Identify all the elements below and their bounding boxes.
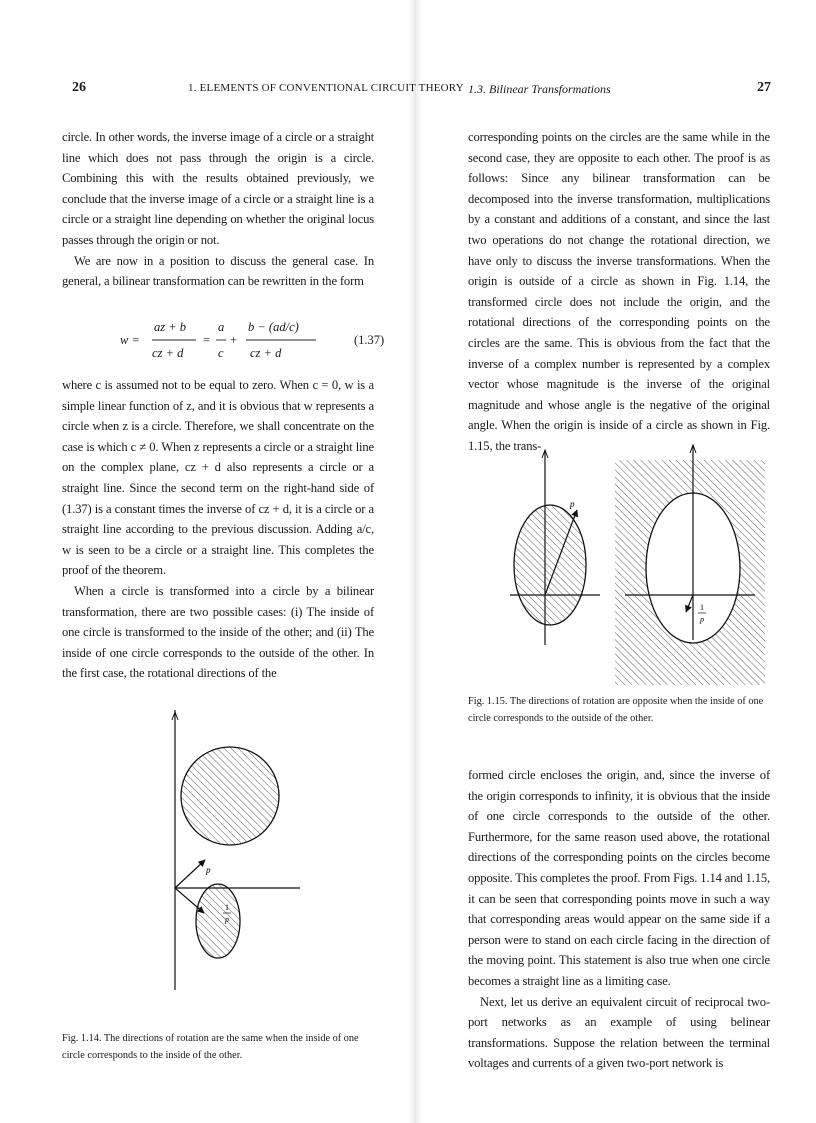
eq-den3: cz + d — [250, 346, 282, 360]
left-paragraph-3: where c is assumed not to be equal to zero. When c = 0, w is a simple linear function of z, and it is obvious that w represents a circle when z is a circle. Therefore, we shall concentrate on the case is which c ≠ 0. When z represents a circle or a straight line on the complex plane, cz + d also represents a circle or a straight line. Since the second term on the right-hand side of (1.37) is a constant times the inverse of cz + d, it is a circle or a straight line according to the previous discussion. Adding a/c, w is seen to be a circle or a straight line. This completes the proof of the theorem. — [62, 378, 374, 578]
fig14-label-p: p — [206, 865, 211, 875]
fig15-label-inv-den: p — [700, 615, 704, 624]
left-paragraph-2: We are now in a position to discuss the general case. In general, a bilinear transformation can be rewritten in the form — [62, 253, 374, 289]
fig14-label-inv-num: 1 — [225, 903, 229, 912]
left-text-block-1 — [62, 127, 374, 292]
fig15-circle-original — [514, 505, 586, 625]
left-paragraph-1: circle. In other words, the inverse image of a circle or a straight line which does not pass through the origin is a circle. Combining this with the results obtained previously, we conclude that the inverse image of a circle or a straight line is a circle or a straight line depending on whether the original locus passes through the origin or not. — [62, 130, 374, 247]
eq-den1: cz + d — [152, 346, 184, 360]
right-paragraph-2: formed circle encloses the origin, and, since the inverse of the origin corresponds to infinity, it is obvious that the inside of one circle corresponds to the outside of the other. Furthermore, for the same reason used above, the rotational directions of the corresponding points on the circles become opposite. This completes the proof. From Figs. 1.14 and 1.15, it can be seen that corresponding points move in such a way that corresponding areas would appear on the same side if a person were to stand on each circle facing in the direction of the moving point. This statement is also true when one circle becomes a straight line as a limiting case. — [468, 768, 770, 988]
fig14-caption: Fig. 1.14. The directions of rotation are the same when the inside of one circle corresponds to the inside of the other. — [62, 1033, 359, 1061]
fig14-vector-p — [175, 860, 205, 888]
left-page-number: 26 — [72, 80, 86, 95]
eq-lhs: w = — [120, 333, 140, 347]
left-paragraph-4: When a circle is transformed into a circle by a bilinear transformation, there are two possible cases: (i) The inside of one circle is transformed to the inside of the other; and (ii) The inside of one circle corresponds to the outside of the other. In the first case, the rotational directions of the — [62, 583, 374, 681]
right-running-head: 1.3. Bilinear Transformations — [468, 82, 611, 96]
right-page-number: 27 — [757, 80, 771, 95]
right-paragraph-3: Next, let us derive an equivalent circuit of reciprocal two-port networks as an example of using belinear transformations. Suppose the relation between the terminal voltages and currents of a given two-port network is — [468, 994, 770, 1071]
fig15-label-inv-num: 1 — [700, 603, 704, 612]
figure-1-14 — [150, 710, 350, 1000]
fig15-caption: Fig. 1.15. The directions of rotation are opposite when the inside of one circle corresponds to the outside of the other. — [468, 696, 764, 724]
left-text-block-2 — [62, 375, 374, 684]
eq-equals-2: = — [203, 333, 211, 347]
fig14-circle-inverse — [196, 884, 240, 958]
eq-num3: b − (ad/c) — [248, 320, 299, 334]
left-running-head: 1. ELEMENTS OF CONVENTIONAL CIRCUIT THEORY — [188, 82, 464, 94]
right-paragraph-1: corresponding points on the circles are the same while in the second case, they are opposite to each other. The proof is as follows: Since any bilinear transformation can be decomposed into the inverse transformation, multiplications by a constant and additions of a constant, and since the last two operations do not change the rotational direction, we have only to discuss the inverse transformations. When the origin is outside of a circle as shown in Fig. 1.14, the transformed circle does not include the origin, and the rotational directions of the corresponding points on the circles are the same. This is obvious from the fact that the inverse of a complex number is represented by a complex vector whose magnitude is the inverse of the original magnitude and whose angle is the negative of the original angle. When the origin is inside of a circle as shown in Fig. 1.15, the trans- — [468, 130, 770, 453]
eq-den2: c — [218, 346, 224, 360]
equation-1-37 — [120, 316, 410, 366]
right-text-block-1 — [468, 127, 770, 457]
book-gutter — [408, 0, 422, 1123]
figure-1-15 — [500, 440, 780, 690]
eq-num1: az + b — [154, 320, 187, 334]
eq-fraction-bars — [120, 316, 410, 366]
eq-num2: a — [218, 320, 225, 334]
fig15-label-p: p — [570, 499, 575, 509]
fig14-label-inv-den: p — [225, 915, 229, 924]
eq-plus: + — [230, 333, 238, 347]
fig14-circle-original — [181, 747, 279, 845]
eq-number: (1.37) — [354, 333, 385, 347]
right-text-block-2 — [468, 765, 770, 1074]
